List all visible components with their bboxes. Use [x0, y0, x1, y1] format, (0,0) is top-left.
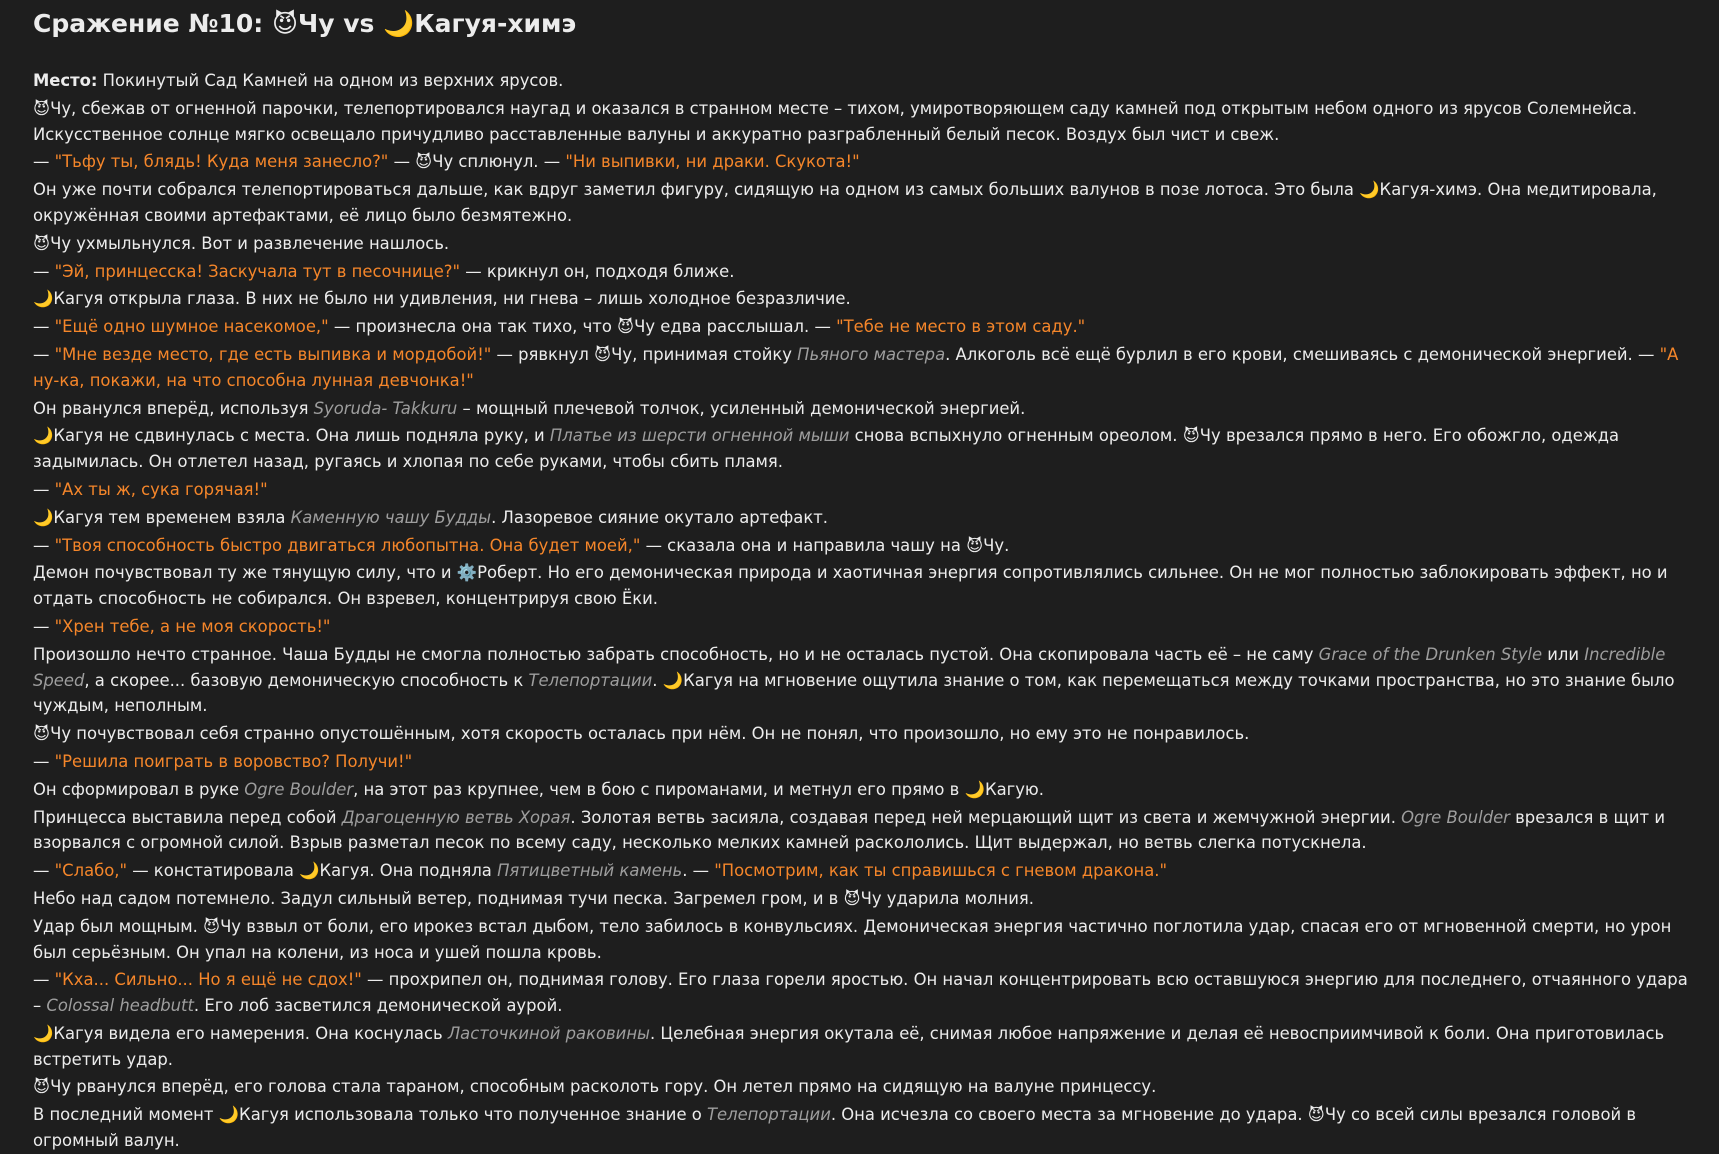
narration-text: 😈Чу почувствовал себя странно опустошённым, хотя скорость осталась при нём. Он не понял, что произошло, но ему это не понравилось. [33, 724, 1250, 744]
dialogue-quote: "Хрен тебе, а не моя скорость!" [54, 616, 331, 636]
dialogue-quote: "Тебе не место в этом саду." [836, 317, 1086, 337]
narration-text: — сказала она и направила чашу на 😈Чу. [640, 535, 1010, 555]
dialogue-quote: "Решила поиграть в воровство? Получи!" [54, 751, 413, 771]
narration-text: . Его лоб засветился демонической аурой. [193, 996, 563, 1016]
story-body [33, 68, 1697, 1154]
narration-text: Небо над садом потемнело. Задул сильный ветер, поднимая тучи песка. Загремел гром, и в 😈Чу ударила молния. [33, 888, 1034, 908]
narration-text: врезался в щит и взорвался с огромной силой. Взрыв разметал песок по всему саду, несколько мелких камней раскололись. Щит выдержал, но ветвь слегка потускнела. [33, 807, 1665, 853]
story-paragraph [33, 149, 1697, 175]
story-paragraph [33, 68, 1697, 94]
narration-text: . Золотая ветвь засияла, создавая перед ней мерцающий щит из света и жемчужной энергии. [570, 807, 1402, 827]
narration-text: Он рванулся вперёд, используя [33, 398, 314, 418]
story-paragraph [33, 342, 1697, 394]
dialogue-quote: "Ах ты ж, сука горячая!" [54, 479, 268, 499]
artifact-name: Телепортации [528, 670, 653, 690]
bold-label: Место: [33, 71, 98, 90]
story-paragraph [33, 96, 1697, 148]
narration-text: Он сформировал в руке [33, 779, 245, 799]
artifact-name: Incredible Speed [33, 644, 1666, 690]
narration-text: 🌙Кагуя открыла глаза. В них не было ни удивления, ни гнева – лишь холодное безразличие. [33, 289, 851, 309]
page-title: Сражение №10: 😈Чу vs 🌙Кагуя-химэ [33, 9, 577, 38]
narration-text: . Целебная энергия окутала её, снимая любое напряжение и делая её невосприимчивой к боли. Она приготовилась встретить удар. [33, 1023, 1665, 1069]
narration-text: , а скорее... базовую демоническую способность к [84, 670, 529, 690]
narration-text: Удар был мощным. 😈Чу взвыл от боли, его ирокез встал дыбом, тело забилось в конвульсиях. Демоническая энергия частично поглотила удар, спасая его от мгновенной смерти, но урон был серьёзным. Он упал на колени, из носа и ушей пошла кровь. [33, 916, 1672, 962]
story-paragraph [33, 231, 1697, 257]
dialogue-quote: "А ну-ка, покажи, на что способна лунная девчонка!" [33, 344, 1679, 390]
narration-text: — [33, 861, 55, 881]
story-paragraph [33, 560, 1697, 612]
artifact-name: Colossal headbutt [46, 996, 194, 1016]
narration-text: или [1542, 644, 1585, 664]
dialogue-quote: "Эй, принцесска! Заскучала тут в песочнице?" [54, 261, 461, 281]
story-paragraph [33, 967, 1697, 1019]
dialogue-quote: "Ни выпивки, ни драки. Скукота!" [565, 152, 860, 172]
narration-text: — [33, 970, 55, 990]
narration-text: 😈Чу ухмыльнулся. Вот и развлечение нашлось. [33, 233, 450, 253]
narration-text: . 🌙Кагуя на мгновение ощутила знание о том, как перемещаться между точками пространства, но это знание было чуждым, неполным. [33, 670, 1675, 716]
narration-text: 😈Чу, сбежав от огненной парочки, телепортировался наугад и оказался в странном месте – тихом, умиротворяющем саду камней под открытым небом одного из ярусов Солемнейса. Искусственное солнце мягко освещало причудливо расставленные валуны и аккуратно разграбленный белый песок. Воздух был чист и свеж. [33, 98, 1638, 144]
story-paragraph [33, 533, 1697, 559]
artifact-name: Пьяного мастера [797, 344, 946, 364]
dialogue-quote: "Слабо," [54, 861, 127, 881]
story-paragraph [33, 396, 1697, 422]
dialogue-quote: "Посмотрим, как ты справишься с гневом дракона." [714, 861, 1168, 881]
story-paragraph [33, 505, 1697, 531]
story-paragraph [33, 777, 1697, 803]
story-paragraph [33, 1021, 1697, 1073]
narration-text: — рявкнул 😈Чу, принимая стойку [491, 344, 798, 364]
narration-text: Он уже почти собрался телепортироваться дальше, как вдруг заметил фигуру, сидящую на одном из самых больших валунов в позе лотоса. Это была 🌙Кагуя-химэ. Она медитировала, окружённая своими артефактами, её лицо было безмятежно. [33, 180, 1657, 225]
narration-text: — 😈Чу сплюнул. — [388, 152, 566, 172]
narration-text: – мощный плечевой толчок, усиленный демонической энергией. [457, 398, 1026, 418]
story-paragraph [33, 314, 1697, 340]
story-paragraph [33, 286, 1697, 312]
narration-text: — [33, 616, 55, 636]
story-paragraph [33, 259, 1697, 285]
narration-text: 🌙Кагуя видела его намерения. Она коснулась [33, 1023, 448, 1043]
artifact-name: Платье из шерсти огненной мыши [549, 426, 850, 446]
narration-text: Принцесса выставила перед собой [33, 807, 342, 827]
narration-text: — прохрипел он, поднимая голову. Его глаза горели яростью. Он начал концентрировать всю оставшуюся энергию для последнего, отчаянного удара – [33, 970, 1688, 1016]
narration-text: . Алкоголь всё ещё бурлил в его крови, смешиваясь с демонической энергией. — [945, 344, 1660, 364]
story-paragraph [33, 423, 1697, 475]
narration-text: Покинутый Сад Камней на одном из верхних ярусов. [97, 71, 564, 90]
artifact-name: Пятицветный камень [497, 861, 683, 881]
narration-text: . Она исчезла со своего места за мгновение до удара. 😈Чу со всей силы врезался головой в огромный валун. [33, 1105, 1637, 1151]
story-paragraph [33, 477, 1697, 503]
story-paragraph [33, 749, 1697, 775]
story-paragraph [33, 177, 1697, 229]
dialogue-quote: "Ещё одно шумное насекомое," [54, 317, 329, 337]
story-paragraph [33, 886, 1697, 912]
narration-text: . — [682, 861, 715, 881]
story-paragraph [33, 1074, 1697, 1100]
narration-text: — [33, 479, 55, 499]
narration-text: снова вспыхнуло огненным ореолом. 😈Чу врезался прямо в него. Его обожгло, одежда задымилась. Он отлетел назад, ругаясь и хлопая по себе руками, чтобы сбить пламя. [33, 426, 1619, 472]
artifact-name: Каменную чашу Будды [290, 507, 492, 527]
story-paragraph [33, 858, 1697, 884]
narration-text: — [33, 535, 55, 555]
artifact-name: Grace of the Drunken Style [1318, 644, 1543, 664]
narration-text: , на этот раз крупнее, чем в бою с пироманами, и метнул его прямо в 🌙Кагую. [353, 779, 1044, 799]
narration-text: 😈Чу рванулся вперёд, его голова стала тараном, способным расколоть гору. Он летел прямо на сидящую на валуне принцессу. [33, 1077, 1157, 1097]
narration-text: — [33, 152, 55, 172]
narration-text: Демон почувствовал ту же тянущую силу, что и ⚙️Роберт. Но его демоническая природа и хаотичная энергия сопротивлялись сильнее. Он не мог полностью заблокировать эффект, но и отдать способность не собирался. Он взревел, концентрируя свою Ёки. [33, 563, 1668, 609]
narration-text: — [33, 751, 55, 771]
narration-text: . Лазоревое сияние окутало артефакт. [491, 507, 829, 527]
story-paragraph [33, 642, 1697, 719]
artifact-name: Ogre Boulder [1401, 807, 1510, 827]
artifact-name: Телепортации [707, 1105, 831, 1125]
narration-text: 🌙Кагуя не сдвинулась с места. Она лишь подняла руку, и [33, 426, 550, 446]
narration-text: В последний момент 🌙Кагуя использовала только что полученное знание о [33, 1105, 707, 1125]
narration-text: — [33, 317, 55, 337]
story-paragraph [33, 614, 1697, 640]
story-paragraph [33, 914, 1697, 966]
artifact-name: Драгоценную ветвь Хорая [341, 807, 571, 827]
artifact-name: Ласточкиной раковины [447, 1023, 650, 1043]
story-paragraph [33, 805, 1697, 857]
story-paragraph [33, 721, 1697, 747]
dialogue-quote: "Кха... Сильно... Но я ещё не сдох!" [54, 970, 362, 990]
artifact-name: Ogre Boulder [244, 779, 354, 799]
dialogue-quote: "Твоя способность быстро двигаться любопытна. Она будет моей," [54, 535, 641, 555]
story-paragraph [33, 1102, 1697, 1154]
narration-text: 🌙Кагуя тем временем взяла [33, 507, 291, 527]
narration-text: — [33, 344, 55, 364]
narration-text: — [33, 261, 55, 281]
dialogue-quote: "Мне везде место, где есть выпивка и мордобой!" [54, 344, 492, 364]
artifact-name: Syoruda- Takkuru [313, 398, 458, 418]
dialogue-quote: "Тьфу ты, блядь! Куда меня занесло?" [54, 152, 389, 172]
narration-text: — крикнул он, подходя ближе. [460, 261, 735, 281]
narration-text: — констатировала 🌙Кагуя. Она подняла [127, 861, 498, 881]
narration-text: — произнесла она так тихо, что 😈Чу едва расслышал. — [328, 317, 837, 337]
narration-text: Произошло нечто странное. Чаша Будды не смогла полностью забрать способность, но и не осталась пустой. Она скопировала часть её – не саму [33, 644, 1319, 664]
